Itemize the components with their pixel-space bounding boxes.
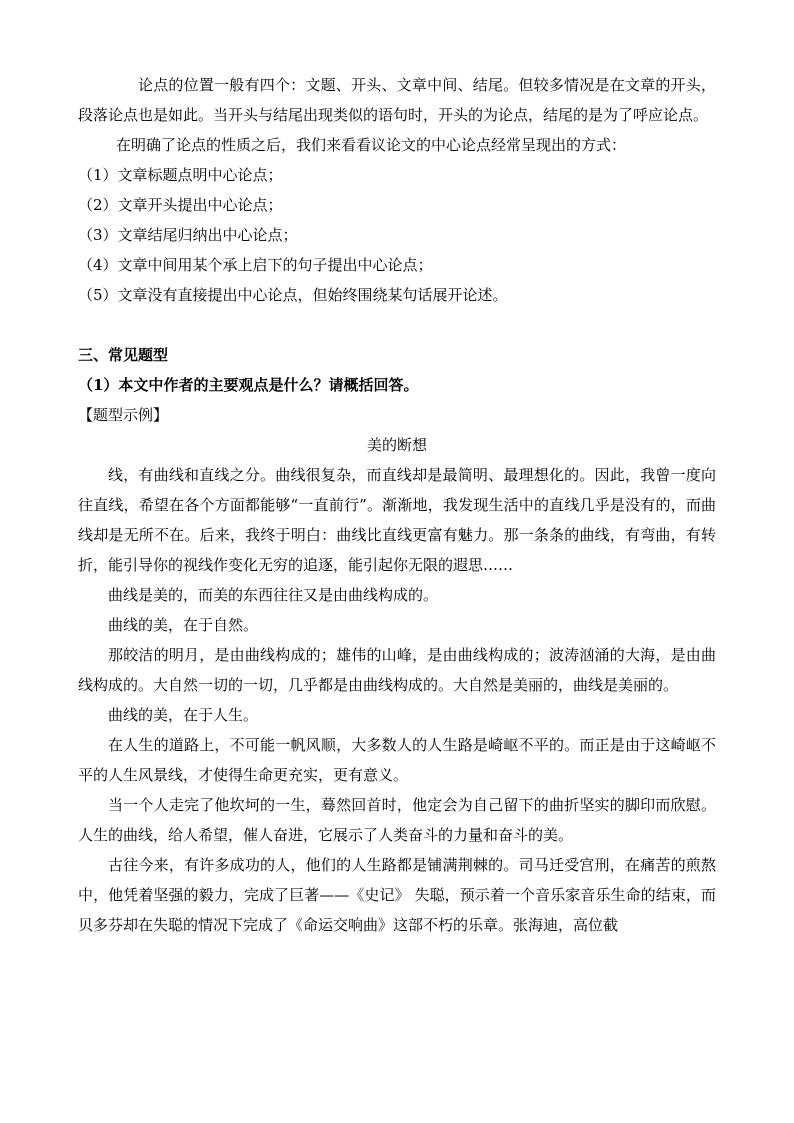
list-item-3: （3）文章结尾归纳出中心论点；	[78, 226, 298, 244]
article-paragraph: 曲线的美，在于自然。	[108, 616, 259, 634]
article-paragraph: 那皎洁的明月，是由曲线构成的；雄伟的山峰，是由曲线构成的；波涛汹涌的大海，是由曲线构成的。大自然一切的一切，几乎都是由曲线构成的。大自然是美丽的，曲线是美丽的。	[78, 646, 716, 694]
article-paragraph: 曲线的美，在于人生。	[108, 706, 259, 724]
question-text: （1）本文中作者的主要观点是什么？请概括回答。	[78, 376, 419, 394]
article-paragraph: 线，有曲线和直线之分。曲线很复杂，而直线却是最简明、最理想化的。因此，我曾一度向往直线，希望在各个方面都能够“一直前行”。渐渐地，我发现生活中的直线几乎是没有的，而曲线却是无所不在。后来，我终于明白：曲线比直线更富有魅力。那一条条的曲线，有弯曲，有转折，能引导你的视线作变化无穷的追逐，能引起你无限的遐思……	[78, 466, 716, 574]
spacer	[78, 310, 716, 340]
example-label: 【题型示例】	[78, 406, 169, 424]
list-item-5: （5）文章没有直接提出中心论点，但始终围绕某句话展开论述。	[78, 286, 508, 304]
article-paragraph: 曲线是美的，而美的东西往往又是由曲线构成的。	[108, 586, 439, 604]
list-item-2: （2）文章开头提出中心论点；	[78, 196, 283, 214]
article-paragraph: 当一个人走完了他坎坷的一生，蓦然回首时，他定会为自己留下的曲折坚实的脚印而欣慰。人生的曲线，给人希望，催人奋进，它展示了人类奋斗的力量和奋斗的美。	[78, 796, 716, 844]
article-paragraph: 古往今来，有许多成功的人，他们的人生路都是铺满荆棘的。司马迁受宫刑，在痛苦的煎熬中，他凭着坚强的毅力，完成了巨著——《史记》 失聪，预示着一个音乐家音乐生命的结束，而贝多芬却在失聪的情况下完成了《命运交响曲》这部不朽的乐章。张海迪，高位截	[78, 856, 716, 934]
article-paragraph: 在人生的道路上，不可能一帆风顺，大多数人的人生路是崎岖不平的。而正是由于这崎岖不平的人生风景线，才使得生命更充实，更有意义。	[78, 736, 716, 784]
section-heading: 三、常见题型	[78, 346, 169, 364]
intro-paragraph-1: 论点的位置一般有四个：文题、开头、文章中间、结尾。但较多情况是在文章的开头，段落论点也是如此。当开头与结尾出现类似的语句时，开头的为论点，结尾的是为了呼应论点。	[78, 76, 716, 124]
list-item-4: （4）文章中间用某个承上启下的句子提出中心论点；	[78, 256, 433, 274]
list-item-1: （1）文章标题点明中心论点；	[78, 166, 283, 184]
document-page	[78, 70, 716, 940]
intro-paragraph-2: 在明确了论点的性质之后，我们来看看议论文的中心论点经常呈现出的方式：	[116, 136, 627, 154]
article-title: 美的断想	[366, 436, 427, 454]
